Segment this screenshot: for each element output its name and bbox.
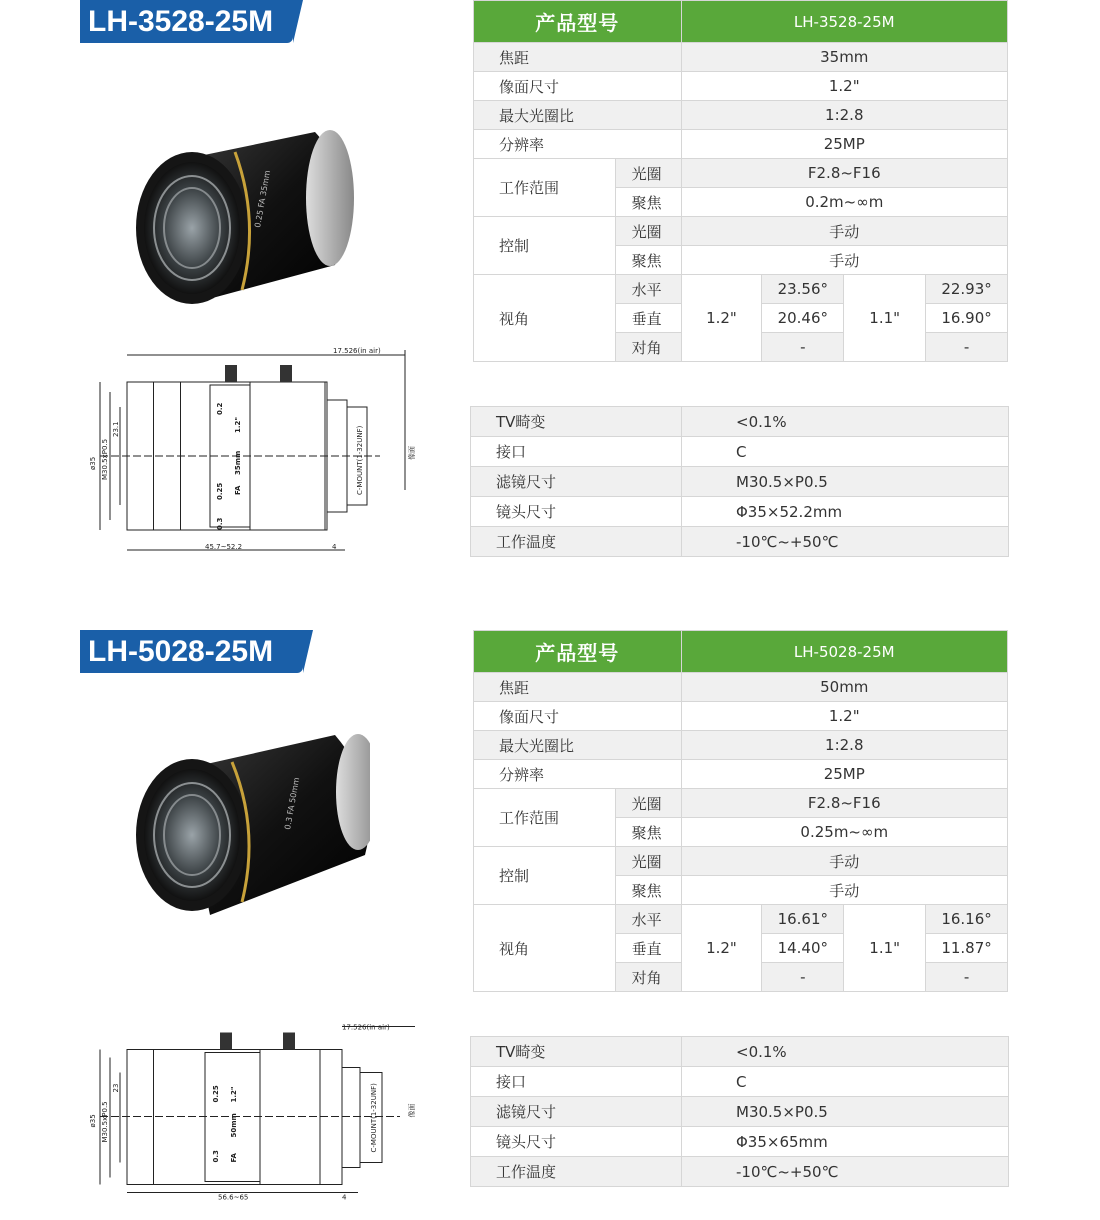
- fov-value: -: [926, 333, 1008, 362]
- spec-label: 工作范围: [474, 789, 616, 847]
- extra-spec-table: [470, 406, 1009, 557]
- spec-label: 接口: [471, 1067, 682, 1097]
- barrel-mark-4: FA: [234, 485, 242, 495]
- mount-label: C-MOUNT(1-32UNF): [356, 425, 364, 495]
- spec-value: 手动: [681, 847, 1007, 876]
- spec-value: F2.8~F16: [681, 789, 1007, 818]
- dim-inner: 23.1: [112, 421, 120, 437]
- lens-photo: [120, 730, 370, 930]
- spec-value: <0.1%: [682, 1037, 1009, 1067]
- spec-sublabel: 垂直: [615, 934, 681, 963]
- fov-value: 16.16°: [926, 905, 1008, 934]
- dim-filter: M30.5xP0.5: [101, 1101, 109, 1143]
- spec-sublabel: 聚焦: [615, 876, 681, 905]
- image-plane-label: 像面: [408, 1103, 416, 1118]
- fov-value: 23.56°: [762, 275, 844, 304]
- product-section-1: [0, 0, 1100, 600]
- spec-sublabel: 垂直: [615, 304, 681, 333]
- spec-label: 控制: [474, 847, 616, 905]
- fov-value: 22.93°: [926, 275, 1008, 304]
- product-model-title: LH-5028-25M: [80, 630, 303, 673]
- barrel-mark-5: 35mm: [234, 450, 242, 475]
- barrel-mark-4: FA: [230, 1153, 238, 1163]
- sensor-size-a: 1.2": [681, 275, 762, 362]
- dim-filter: M30.5xP0.5: [101, 438, 109, 480]
- spec-header-value: LH-3528-25M: [681, 1, 1007, 43]
- sensor-size-b: 1.1": [844, 905, 926, 992]
- spec-value: M30.5×P0.5: [682, 1097, 1009, 1127]
- spec-header-label: 产品型号: [474, 631, 682, 673]
- svg-text:0.3 FA 50mm: 0.3 FA 50mm: [283, 776, 302, 831]
- spec-value: Φ35×65mm: [682, 1127, 1009, 1157]
- spec-sublabel: 光圈: [615, 217, 681, 246]
- spec-label: 滤镜尺寸: [471, 467, 682, 497]
- spec-sublabel: 水平: [615, 905, 681, 934]
- spec-label: 控制: [474, 217, 616, 275]
- extra-spec-table: [470, 1036, 1009, 1187]
- spec-label: TV畸变: [471, 1037, 682, 1067]
- dim-end: 4: [332, 543, 337, 551]
- spec-label: 视角: [474, 905, 616, 992]
- spec-sublabel: 对角: [615, 333, 681, 362]
- spec-label: 视角: [474, 275, 616, 362]
- spec-value: 手动: [681, 217, 1007, 246]
- fov-value: 11.87°: [926, 934, 1008, 963]
- product-section-2: [0, 630, 1100, 1202]
- barrel-mark-5: 50mm: [230, 1113, 238, 1138]
- spec-value: 25MP: [681, 760, 1007, 789]
- mount-label: C-MOUNT(1-32UNF): [370, 1083, 378, 1153]
- spec-label: 焦距: [474, 43, 682, 72]
- spec-table: [473, 630, 1008, 992]
- dim-length: 56.6~65: [218, 1193, 249, 1202]
- spec-label: 接口: [471, 437, 682, 467]
- spec-sublabel: 聚焦: [615, 188, 681, 217]
- spec-sublabel: 聚焦: [615, 818, 681, 847]
- spec-value: 35mm: [681, 43, 1007, 72]
- lens-dimension-drawing: [80, 1005, 430, 1220]
- spec-value: 1:2.8: [681, 731, 1007, 760]
- barrel-mark-6: 0.3: [216, 517, 224, 530]
- spec-value: 50mm: [681, 673, 1007, 702]
- spec-header-label: 产品型号: [474, 1, 682, 43]
- barrel-mark-3: 0.3: [212, 1150, 220, 1163]
- spec-label: 滤镜尺寸: [471, 1097, 682, 1127]
- spec-value: M30.5×P0.5: [682, 467, 1009, 497]
- spec-sublabel: 水平: [615, 275, 681, 304]
- fov-value: -: [762, 963, 844, 992]
- sensor-size-b: 1.1": [844, 275, 926, 362]
- spec-label: 分辨率: [474, 130, 682, 159]
- spec-label: 镜头尺寸: [471, 1127, 682, 1157]
- spec-header-value: LH-5028-25M: [681, 631, 1007, 673]
- spec-value: -10℃~+50℃: [682, 1157, 1009, 1187]
- lens-dimension-drawing: [80, 345, 430, 560]
- dim-diameter: ø35: [89, 1114, 97, 1128]
- sensor-size-a: 1.2": [681, 905, 762, 992]
- fov-value: 16.61°: [762, 905, 844, 934]
- spec-label: 最大光圈比: [474, 731, 682, 760]
- spec-value: -10℃~+50℃: [682, 527, 1009, 557]
- spec-label: 焦距: [474, 673, 682, 702]
- spec-label: TV畸变: [471, 407, 682, 437]
- spec-sublabel: 光圈: [615, 789, 681, 818]
- spec-value: F2.8~F16: [681, 159, 1007, 188]
- spec-sublabel: 光圈: [615, 159, 681, 188]
- dim-inner: 23: [112, 1083, 120, 1093]
- spec-value: <0.1%: [682, 407, 1009, 437]
- spec-sublabel: 光圈: [615, 847, 681, 876]
- spec-value: 0.25m~∞m: [681, 818, 1007, 847]
- spec-value: 1.2": [681, 72, 1007, 101]
- spec-value: 1.2": [681, 702, 1007, 731]
- spec-label: 镜头尺寸: [471, 497, 682, 527]
- fov-value: -: [926, 963, 1008, 992]
- dim-top: 17.526(in air): [342, 1023, 390, 1032]
- spec-label: 像面尺寸: [474, 702, 682, 731]
- spec-value: 0.2m~∞m: [681, 188, 1007, 217]
- spec-value: C: [682, 437, 1009, 467]
- spec-value: 手动: [681, 246, 1007, 275]
- dim-top: 17.526(in air): [333, 347, 381, 355]
- barrel-mark-2: 1.2": [234, 416, 242, 433]
- spec-label: 工作温度: [471, 527, 682, 557]
- lens-photo: [120, 110, 370, 310]
- barrel-mark-1: 0.2: [216, 402, 224, 415]
- fov-value: 20.46°: [762, 304, 844, 333]
- fov-value: -: [762, 333, 844, 362]
- image-plane-label: 像面: [408, 446, 416, 460]
- spec-value: 手动: [681, 876, 1007, 905]
- spec-value: C: [682, 1067, 1009, 1097]
- spec-value: 1:2.8: [681, 101, 1007, 130]
- spec-sublabel: 聚焦: [615, 246, 681, 275]
- dim-diameter: ø35: [89, 456, 97, 470]
- fov-value: 16.90°: [926, 304, 1008, 333]
- svg-text:0.25 FA 35mm: 0.25 FA 35mm: [253, 169, 273, 229]
- barrel-mark-2: 1.2": [230, 1086, 238, 1103]
- barrel-mark-3: 0.25: [216, 482, 224, 500]
- spec-label: 分辨率: [474, 760, 682, 789]
- spec-value: 25MP: [681, 130, 1007, 159]
- spec-label: 工作温度: [471, 1157, 682, 1187]
- spec-sublabel: 对角: [615, 963, 681, 992]
- dim-length: 45.7~52.2: [205, 543, 243, 551]
- product-model-title: LH-3528-25M: [80, 0, 293, 43]
- barrel-mark-1: 0.25: [212, 1085, 220, 1103]
- dim-end: 4: [342, 1193, 347, 1202]
- fov-value: 14.40°: [762, 934, 844, 963]
- spec-label: 像面尺寸: [474, 72, 682, 101]
- spec-value: Φ35×52.2mm: [682, 497, 1009, 527]
- spec-table: [473, 0, 1008, 362]
- spec-label: 最大光圈比: [474, 101, 682, 130]
- spec-label: 工作范围: [474, 159, 616, 217]
